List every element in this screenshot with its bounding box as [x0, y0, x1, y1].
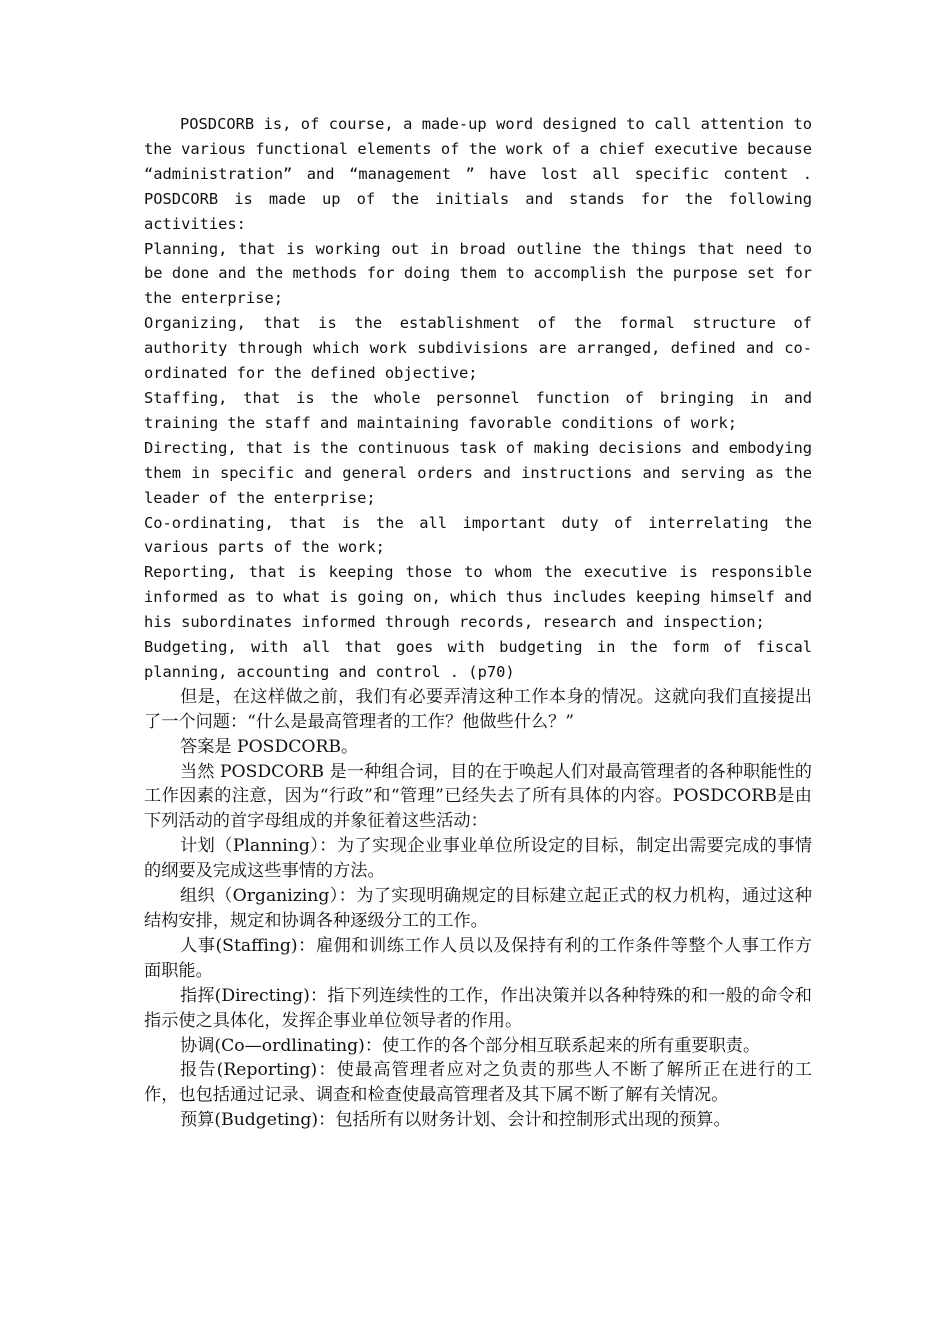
- english-item-planning: Planning, that is working out in broad outline the things that need to be done and the methods for doing them to accomplish the purpose set for the enterprise;: [144, 239, 812, 308]
- english-item-reporting: Reporting, that is keeping those to whom the executive is responsible informed as to what is going on, which thus includes keeping himself and his subordinates informed through records, research and inspection;: [144, 563, 812, 632]
- chinese-paragraph-answer: 答案是 POSDCORB。: [180, 736, 359, 757]
- chinese-item-organizing: 组织（Organizing）：为了实现明确规定的目标建立起正式的权力机构，通过这种结构安排，规定和协调各种逐级分工的工作。: [144, 886, 812, 931]
- english-intro-paragraph: POSDCORB is, of course, a made-up word designed to call attention to the various functional elements of the work of a chief executive because “administration” and “management ” have lost all specific content . POSDCORB is made up of the initials and stands for the following activities:: [144, 115, 812, 233]
- chinese-item-coordinating: 协调(Co—ordlinating)：使工作的各个部分相互联系起来的所有重要职责。: [180, 1035, 761, 1056]
- chinese-item-planning: 计划（Planning）：为了实现企业事业单位所设定的目标，制定出需要完成的事情的纲要及完成这些事情的方法。: [144, 836, 812, 882]
- chinese-paragraph-question: 但是，在这样做之前，我们有必要弄清这种工作本身的情况。这就向我们直接提出了一个问题：“什么是最高管理者的工作？他做些什么？”: [144, 686, 812, 732]
- chinese-item-directing: 指挥(Directing)：指下列连续性的工作，作出决策并以各种特殊的和一般的命令和指示使之具体化，发挥企事业单位领导者的作用。: [144, 985, 812, 1031]
- english-item-staffing: Staffing, that is the whole personnel function of bringing in and training the staff and maintaining favorable conditions of work;: [144, 388, 812, 432]
- chinese-item-staffing: 人事(Staffing)：雇佣和训练工作人员以及保持有利的工作条件等整个人事工作方面职能。: [144, 935, 812, 981]
- chinese-item-budgeting: 预算(Budgeting)：包括所有以财务计划、会计和控制形式出现的预算。: [180, 1110, 731, 1131]
- english-item-directing: Directing, that is the continuous task of making decisions and embodying them in specific and general orders and instructions and serving as the leader of the enterprise;: [144, 438, 812, 507]
- english-item-organizing: Organizing, that is the establishment of the formal structure of authority through which work subdivisions are arranged, defined and co-ordinated for the defined objective;: [144, 314, 812, 383]
- english-item-coordinating: Co-ordinating, that is the all important duty of interrelating the various parts of the work;: [144, 513, 812, 557]
- document-page: [144, 112, 812, 1133]
- chinese-item-reporting: 报告(Reporting)：使最高管理者应对之负责的那些人不断了解所正在进行的工作，也包括通过记录、调查和检查使最高管理者及其下属不断了解有关情况。: [144, 1060, 812, 1106]
- english-item-budgeting: Budgeting, with all that goes with budgeting in the form of fiscal planning, accounting and control . (p70): [144, 638, 812, 681]
- chinese-paragraph-intro: 当然 POSDCORB 是一种组合词，目的在于唤起人们对最高管理者的各种职能性的工作因素的注意，因为“行政”和“管理”已经失去了所有具体的内容。POSDCORB是由下列活动的首字母组成的并象征着这些活动：: [144, 761, 812, 832]
